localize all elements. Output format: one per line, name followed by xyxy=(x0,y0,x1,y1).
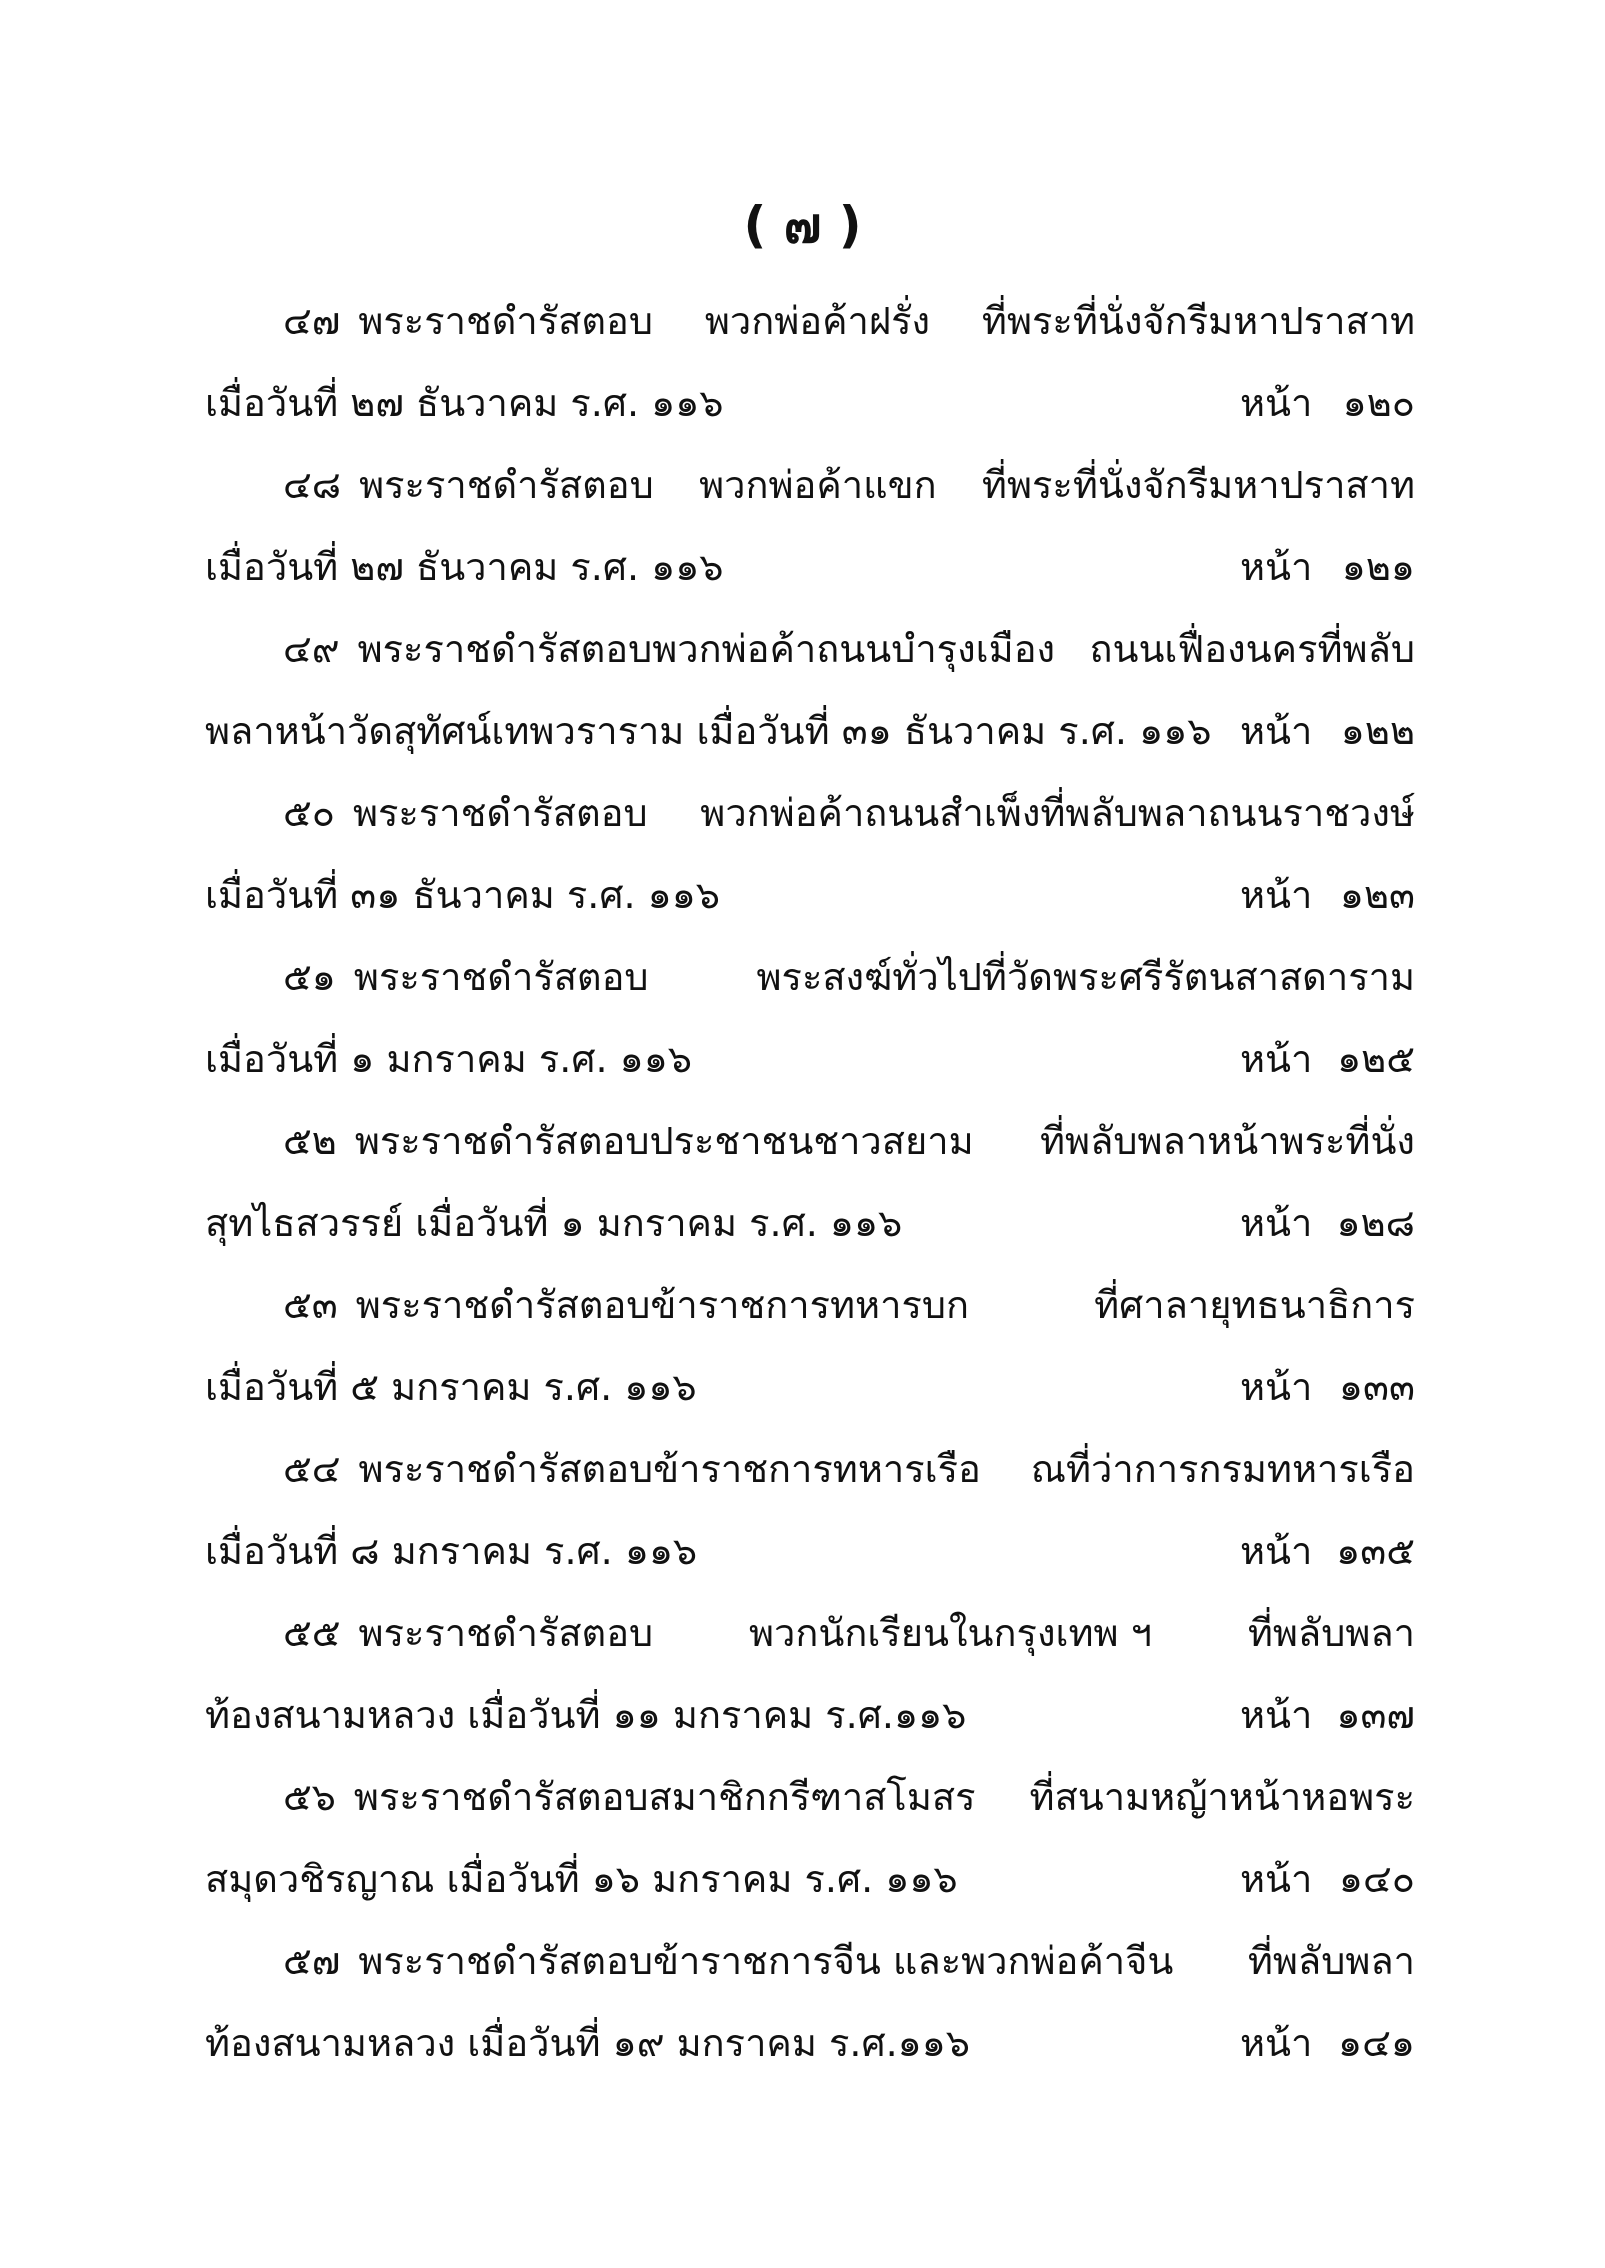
page-label: หน้า xyxy=(1240,1529,1313,1573)
entry-page: ๑๒๑ xyxy=(1341,545,1415,589)
entry-title-part: พระราชดำรัสตอบพวกพ่อค้าถนนบำรุงเมือง xyxy=(357,627,1056,671)
entry-page: ๑๒๐ xyxy=(1342,381,1415,425)
entry-title-part: พระราชดำรัสตอบ xyxy=(359,463,654,507)
list-item xyxy=(205,444,1415,608)
entry-title-line xyxy=(205,772,1415,854)
entry-title-part: พระราชดำรัสตอบข้าราชการจีน และพวกพ่อค้าจีน xyxy=(358,1939,1174,1983)
entry-title-part: พระราชดำรัสตอบประชาชนชาวสยาม xyxy=(354,1119,974,1163)
entry-title-part: พวกพ่อค้าแขก xyxy=(699,463,937,507)
entry-number: ๔๙ xyxy=(283,627,340,671)
entry-title-part: ที่สนามหญ้าหน้าหอพระ xyxy=(1029,1775,1415,1819)
page-label: หน้า xyxy=(1240,1037,1313,1081)
list-item xyxy=(205,1592,1415,1756)
page-label: หน้า xyxy=(1240,1365,1313,1409)
page-label: หน้า xyxy=(1240,381,1313,425)
entry-number: ๕๑ xyxy=(283,955,336,999)
page-label: หน้า xyxy=(1240,1693,1313,1737)
entry-title-line xyxy=(205,1428,1415,1510)
list-item xyxy=(205,280,1415,444)
entry-date: เมื่อวันที่ ๒๗ ธันวาคม ร.ศ. ๑๑๖ xyxy=(205,381,724,425)
entry-date: เมื่อวันที่ ๑ มกราคม ร.ศ. ๑๑๖ xyxy=(205,1037,692,1081)
entry-title-part: ที่พลับพลา xyxy=(1247,1939,1415,1983)
entry-title-line xyxy=(205,936,1415,1018)
entry-date-line xyxy=(205,854,1415,936)
entry-title-part: พระราชดำรัสตอบข้าราชการทหารเรือ xyxy=(358,1447,981,1491)
entry-page: ๑๓๗ xyxy=(1336,1693,1415,1737)
entry-title-part: พระราชดำรัสตอบ xyxy=(353,955,649,999)
page-label: หน้า xyxy=(1240,545,1313,589)
entry-page-ref xyxy=(1240,526,1415,608)
entry-title-part: ที่พลับพลา xyxy=(1247,1611,1415,1655)
entry-date: สุทไธสวรรย์ เมื่อวันที่ ๑ มกราคม ร.ศ. ๑๑๖ xyxy=(205,1201,903,1245)
page-label: หน้า xyxy=(1240,1201,1313,1245)
entry-date-line xyxy=(205,1182,1415,1264)
entry-page-ref xyxy=(1240,1182,1415,1264)
entry-title-part: ถนนเฟื่องนครที่พลับ xyxy=(1089,627,1415,671)
list-item xyxy=(205,772,1415,936)
entry-title-line xyxy=(205,1756,1415,1838)
entry-date: เมื่อวันที่ ๘ มกราคม ร.ศ. ๑๑๖ xyxy=(205,1529,698,1573)
entry-date: สมุดวชิรญาณ เมื่อวันที่ ๑๖ มกราคม ร.ศ. ๑๑๖ xyxy=(205,1857,958,1901)
entry-date: เมื่อวันที่ ๓๑ ธันวาคม ร.ศ. ๑๑๖ xyxy=(205,873,721,917)
entry-date-line xyxy=(205,690,1415,772)
entry-title-line xyxy=(205,1100,1415,1182)
entry-title-part: ณที่ว่าการกรมทหารเรือ xyxy=(1030,1447,1415,1491)
entry-title-part: พวกพ่อค้าฝรั่ง xyxy=(704,299,931,343)
list-item xyxy=(205,1264,1415,1428)
entry-date: เมื่อวันที่ ๒๗ ธันวาคม ร.ศ. ๑๑๖ xyxy=(205,545,724,589)
entry-date: ท้องสนามหลวง เมื่อวันที่ ๑๑ มกราคม ร.ศ.๑๑๖ xyxy=(205,1693,967,1737)
entry-page-ref xyxy=(1240,1510,1415,1592)
entry-title-line xyxy=(205,608,1415,690)
list-item xyxy=(205,608,1415,772)
entry-number: ๕๒ xyxy=(283,1119,337,1163)
entry-page-ref xyxy=(1240,690,1415,772)
entry-page: ๑๒๒ xyxy=(1340,709,1415,753)
entry-date-line xyxy=(205,1018,1415,1100)
entry-title-part: พระราชดำรัสตอบสมาชิกกรีฑาสโมสร xyxy=(353,1775,976,1819)
entry-number: ๔๘ xyxy=(283,463,342,507)
list-item xyxy=(205,1428,1415,1592)
page-number: ( ๗ ) xyxy=(743,196,862,254)
entry-number: ๕๖ xyxy=(283,1775,336,1819)
entry-page-ref xyxy=(1240,1674,1415,1756)
entry-title-part: ที่พลับพลาหน้าพระที่นั่ง xyxy=(1040,1119,1415,1163)
entry-title-part: ที่พระที่นั่งจักรีมหาปราสาท xyxy=(981,463,1415,507)
entry-date-line xyxy=(205,1838,1415,1920)
entry-date-line xyxy=(205,526,1415,608)
page-label: หน้า xyxy=(1240,873,1313,917)
entry-title-part: ที่พระที่นั่งจักรีมหาปราสาท xyxy=(981,299,1415,343)
entry-page: ๑๒๓ xyxy=(1339,873,1415,917)
list-item xyxy=(205,1756,1415,1920)
entry-title-line xyxy=(205,1920,1415,2002)
entry-page-ref xyxy=(1240,362,1415,444)
entry-number: ๔๗ xyxy=(283,299,341,343)
entry-number: ๕๔ xyxy=(283,1447,341,1491)
entry-number: ๕๓ xyxy=(283,1283,338,1327)
entry-title-line xyxy=(205,444,1415,526)
entry-title-part: พระราชดำรัสตอบ xyxy=(358,1611,654,1655)
entry-number: ๕๗ xyxy=(283,1939,341,1983)
entry-title-part: ที่ศาลายุทธนาธิการ xyxy=(1094,1283,1415,1327)
entry-number: ๕๕ xyxy=(283,1611,341,1655)
entry-title-line xyxy=(205,280,1415,362)
entry-date-line xyxy=(205,1510,1415,1592)
entry-page: ๑๒๕ xyxy=(1337,1037,1415,1081)
entry-date: พลาหน้าวัดสุทัศน์เทพวราราม เมื่อวันที่ ๓๑ ธันวาคม ร.ศ. ๑๑๖ xyxy=(205,709,1212,753)
entry-date: ท้องสนามหลวง เมื่อวันที่ ๑๙ มกราคม ร.ศ.๑๑๖ xyxy=(205,2021,971,2065)
entry-title-line xyxy=(205,1592,1415,1674)
entry-title-part: พระราชดำรัสตอบ xyxy=(358,299,653,343)
entry-page: ๑๔๐ xyxy=(1338,1857,1415,1901)
entry-date-line xyxy=(205,1346,1415,1428)
entry-title-part: พระราชดำรัสตอบข้าราชการทหารบก xyxy=(355,1283,969,1327)
page-label: หน้า xyxy=(1240,1857,1313,1901)
entry-page-ref xyxy=(1240,2002,1415,2084)
entry-page: ๑๓๓ xyxy=(1338,1365,1415,1409)
entry-title-line xyxy=(205,1264,1415,1346)
table-of-contents xyxy=(205,280,1415,2084)
entry-title-part: พระราชดำรัสตอบ xyxy=(352,791,648,835)
list-item xyxy=(205,936,1415,1100)
entry-page: ๑๓๕ xyxy=(1336,1529,1415,1573)
entry-page-ref xyxy=(1240,1346,1415,1428)
entry-page-ref xyxy=(1240,1838,1415,1920)
entry-title-part: พระสงฆ์ทั่วไปที่วัดพระศรีรัตนสาสดาราม xyxy=(756,955,1415,999)
entry-date-line xyxy=(205,362,1415,444)
entry-number: ๕๐ xyxy=(283,791,335,835)
entry-title-part: พวกนักเรียนในกรุงเทพ ฯ xyxy=(748,1611,1153,1655)
entry-page: ๑๔๑ xyxy=(1337,2021,1415,2065)
entry-date-line xyxy=(205,2002,1415,2084)
entry-date: เมื่อวันที่ ๕ มกราคม ร.ศ. ๑๑๖ xyxy=(205,1365,697,1409)
page-label: หน้า xyxy=(1240,709,1313,753)
entry-date-line xyxy=(205,1674,1415,1756)
entry-page-ref xyxy=(1240,1018,1415,1100)
list-item xyxy=(205,1920,1415,2084)
page-label: หน้า xyxy=(1240,2021,1313,2065)
entry-page-ref xyxy=(1240,854,1415,936)
entry-title-part: พวกพ่อค้าถนนสำเพ็งที่พลับพลาถนนราชวงษ์ xyxy=(700,791,1415,835)
entry-page: ๑๒๘ xyxy=(1336,1201,1415,1245)
list-item xyxy=(205,1100,1415,1264)
